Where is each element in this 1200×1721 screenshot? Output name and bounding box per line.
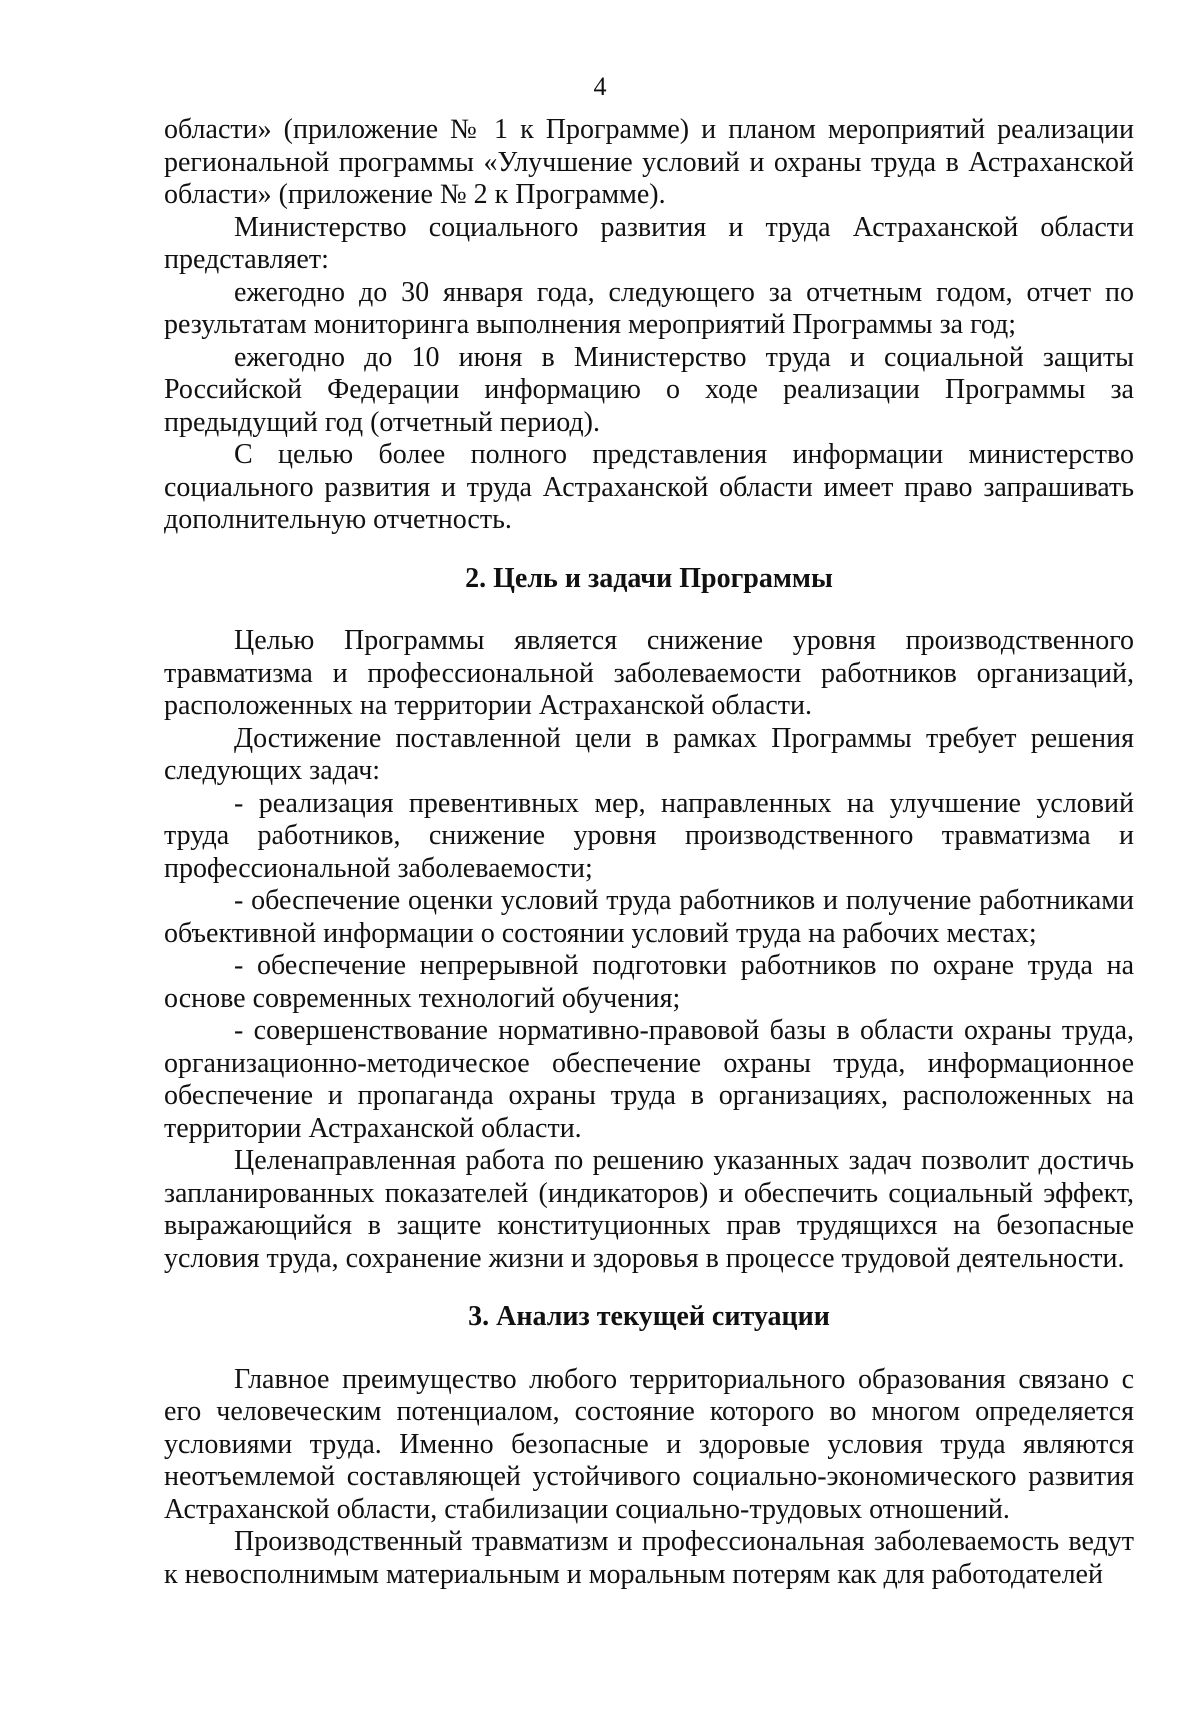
paragraph-achievement: Достижение поставленной цели в рамках Программы требует решения следующих задач: [164,722,1134,786]
paragraph-injury: Производственный травматизм и профессиональная заболеваемость ведут к невосполнимым материальным и моральным потерям как для работодателей [164,1526,1134,1590]
section-heading-goals: 2. Цель и задачи Программы [465,562,833,594]
task-item: - совершенствование нормативно-правовой базы в области охраны труда, организационно-методическое обеспечение охраны труда, информационное обеспечение и пропаганда охраны труда в организациях, расположенных на территории Астраханской области. [164,1015,1134,1144]
page-number: 4 [593,72,607,101]
document-body [164,114,1134,1591]
paragraph-goal: Целью Программы является снижение уровня производственного травматизма и профессиональной заболеваемости работников организаций, расположенных на территории Астраханской области. [164,625,1134,721]
paragraph-intro: области» (приложение № 1 к Программе) и планом мероприятий реализации региональной программы «Улучшение условий и охраны труда в Астраханской области» (приложение № 2 к Программе). [164,114,1134,210]
paragraph-targeted-work: Целенаправленная работа по решению указанных задач позволит достичь запланированных показателей (индикаторов) и обеспечить социальный эффект, выражающийся в защите конституционных прав трудящихся на безопасные условия труда, сохранение жизни и здоровья в процессе трудовой деятельности. [164,1145,1134,1274]
task-item: - реализация превентивных мер, направленных на улучшение условий труда работников, снижение уровня производственного травматизма и профессиональной заболеваемости; [164,787,1134,884]
paragraph-report-january: ежегодно до 30 января года, следующего за отчетным годом, отчет по результатам мониторинга выполнения мероприятий Программы за год; [164,276,1134,340]
paragraph-human-potential: Главное преимущество любого территориального образования связано с его человеческим потенциалом, состояние которого во многом определяется условиями труда. Именно безопасные и здоровые условия труда являются неотъемлемой составляющей устойчивого социально-экономического развития Астраханской области, стабилизации социально-трудовых отношений. [164,1363,1134,1525]
task-item: - обеспечение оценки условий труда работников и получение работниками объективной информации о состоянии условий труда на рабочих местах; [164,885,1134,949]
paragraph-additional-reporting: С целью более полного представления информации министерство социального развития и труда Астраханской области имеет право запрашивать дополнительную отчетность. [164,439,1134,535]
paragraph-ministry: Министерство социального развития и труда Астраханской области представляет: [164,211,1134,275]
paragraph-report-june: ежегодно до 10 июня в Министерство труда и социальной защиты Российской Федерации информацию о ходе реализации Программы за предыдущий год (отчетный период). [164,341,1134,438]
task-item: - обеспечение непрерывной подготовки работников по охране труда на основе современных технологий обучения; [164,950,1134,1014]
section-heading-analysis: 3. Анализ текущей ситуации [468,1301,830,1332]
